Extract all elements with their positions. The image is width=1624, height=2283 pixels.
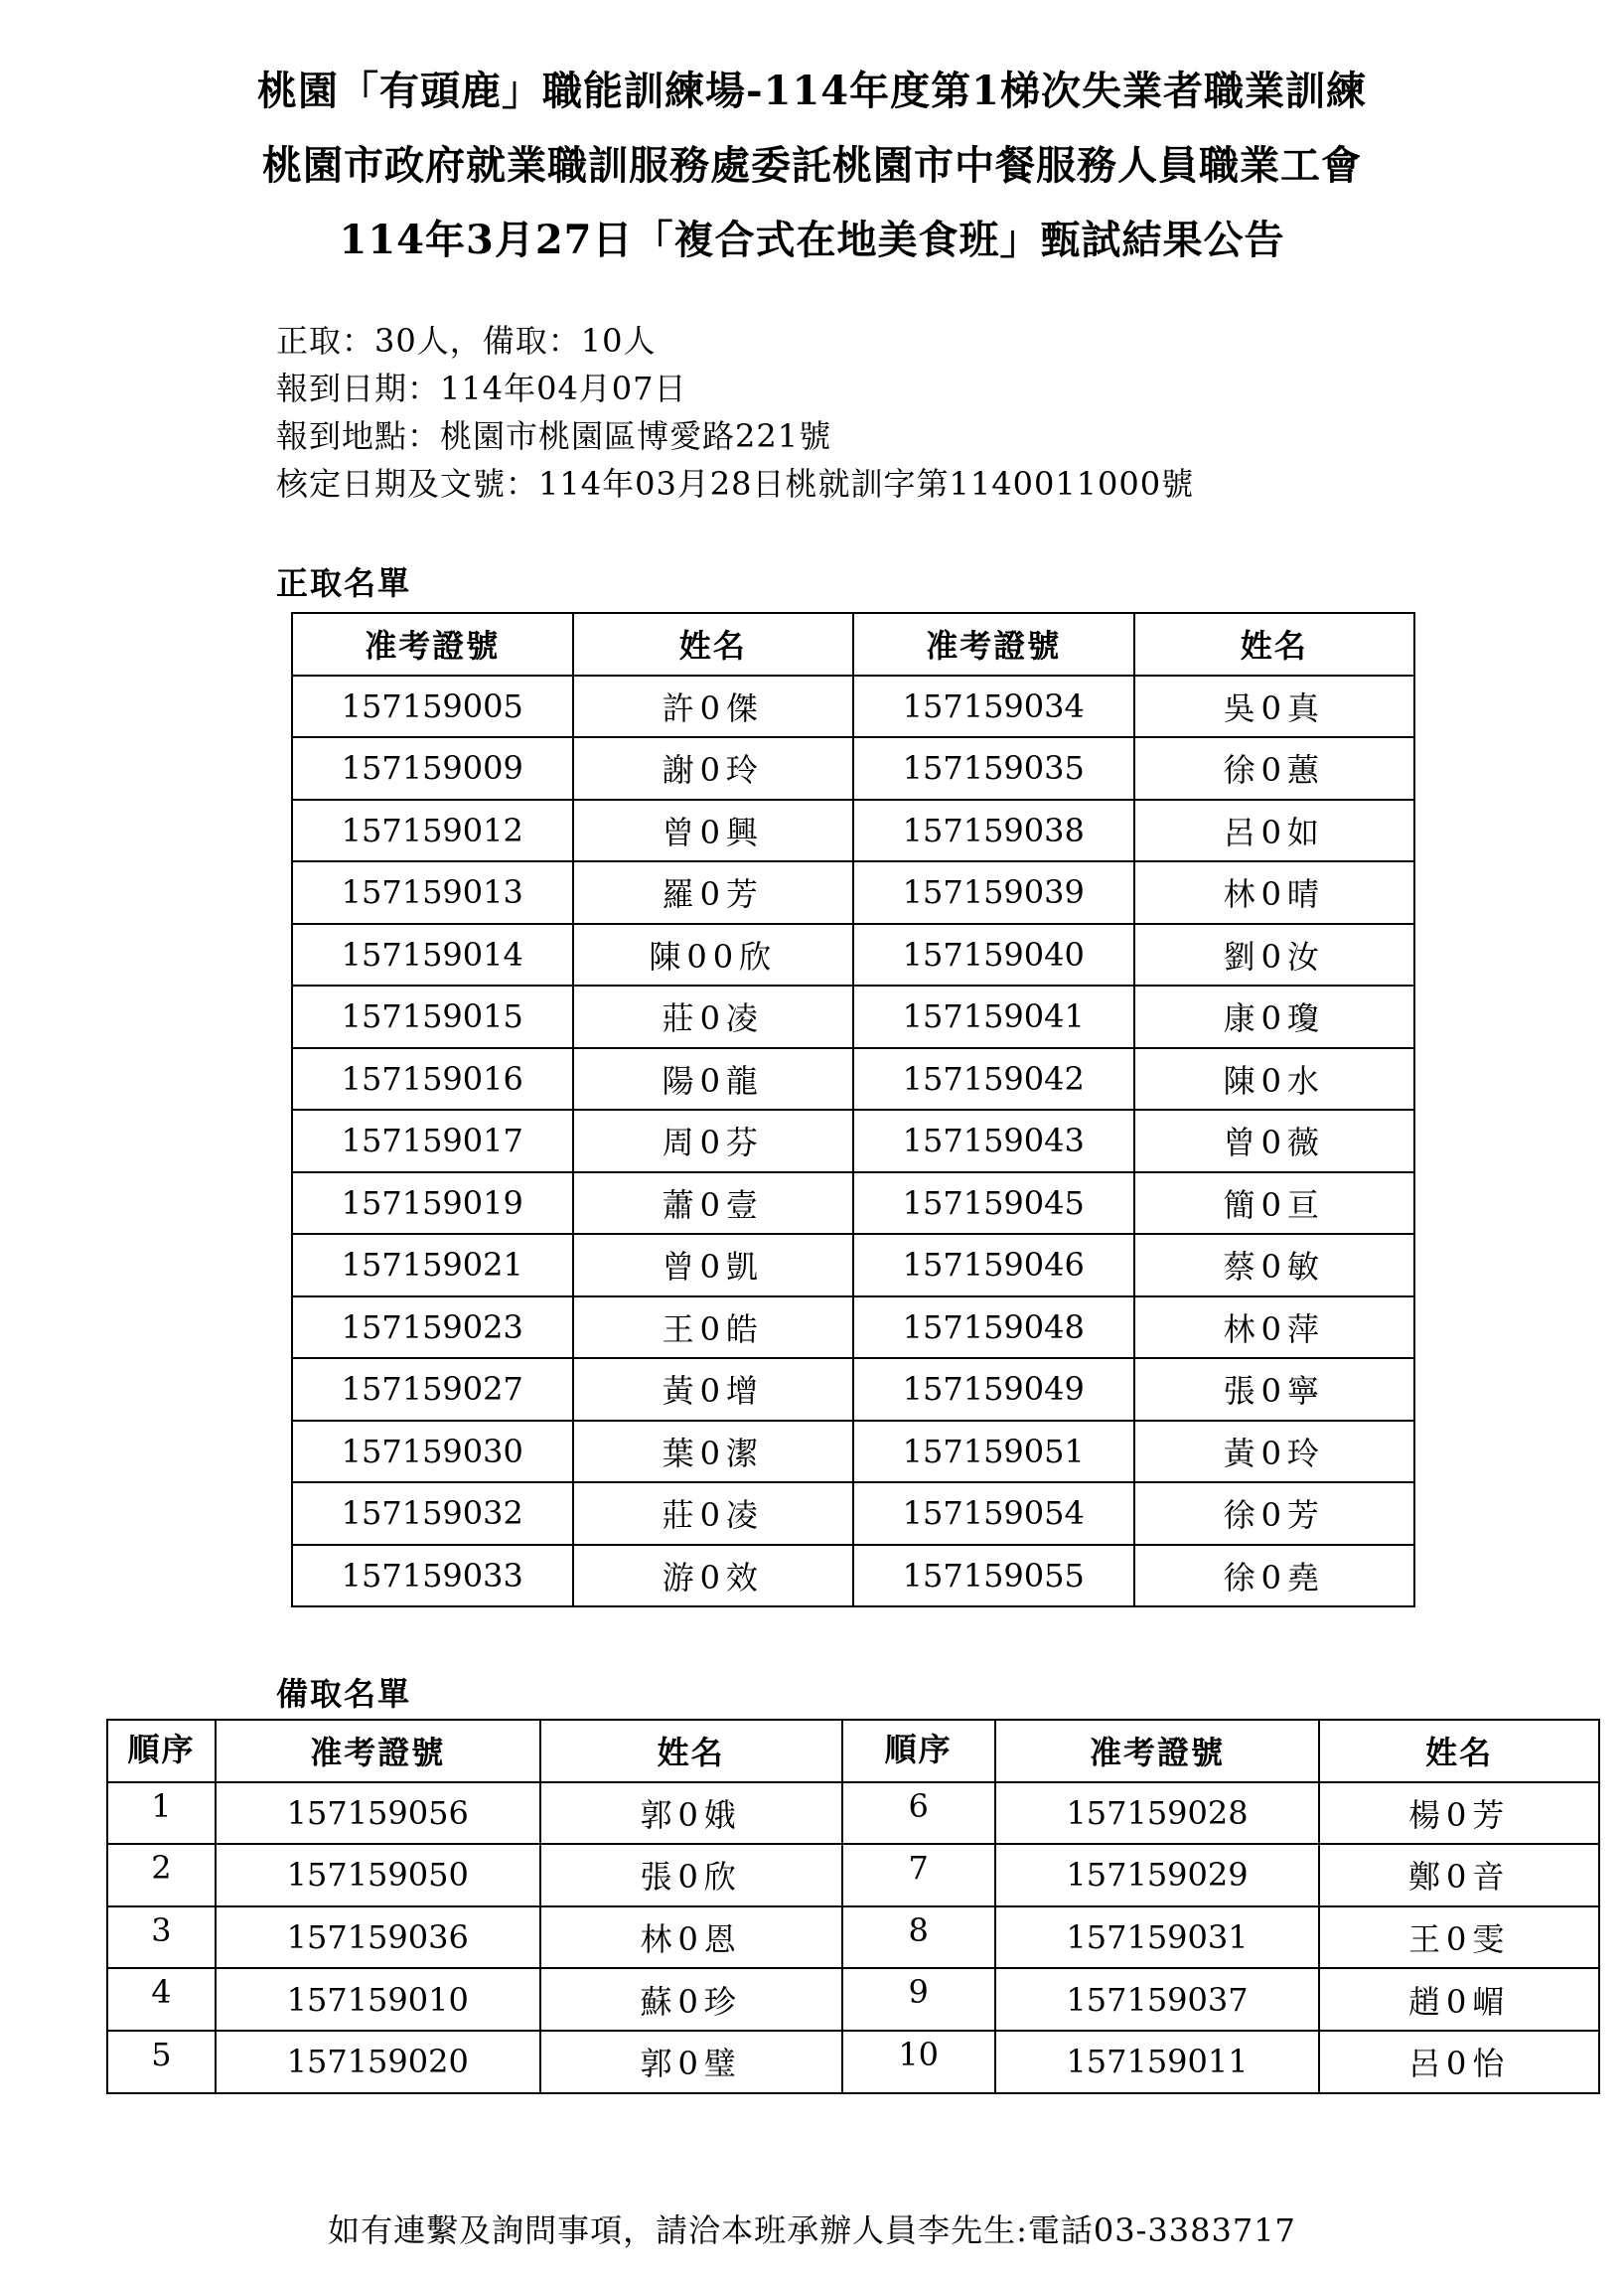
table-row (292, 1545, 1414, 1607)
exam-number-cell: 157159014 (292, 924, 573, 987)
order-cell: 6 (842, 1782, 995, 1845)
exam-number-cell: 157159023 (292, 1296, 573, 1359)
exam-number-cell: 157159036 (216, 1906, 540, 1969)
header-exam-number: 准考證號 (853, 613, 1134, 676)
exam-number-cell: 157159048 (853, 1296, 1134, 1359)
name-cell: 郭0璧 (540, 2031, 842, 2093)
admitted-section-title: 正取名單 (276, 564, 412, 602)
exam-number-cell: 157159056 (216, 1782, 540, 1845)
name-cell: 呂0如 (1134, 800, 1415, 862)
waitlist-table (106, 1719, 1600, 2094)
table-row (292, 1296, 1414, 1359)
exam-number-cell: 157159040 (853, 924, 1134, 987)
name-cell: 陽0龍 (573, 1048, 854, 1111)
table-row (292, 986, 1414, 1048)
order-cell: 7 (842, 1844, 995, 1906)
header-exam-number: 准考證號 (292, 613, 573, 676)
order-cell: 8 (842, 1906, 995, 1969)
name-cell: 曾0凱 (573, 1234, 854, 1296)
order-cell: 3 (107, 1906, 216, 1969)
exam-number-cell: 157159032 (292, 1482, 573, 1545)
order-cell: 1 (107, 1782, 216, 1845)
table-row (292, 737, 1414, 800)
table-row (292, 1048, 1414, 1111)
table-row (107, 1968, 1599, 2031)
name-cell: 徐0堯 (1134, 1545, 1415, 1607)
name-cell: 林0晴 (1134, 861, 1415, 924)
header-name: 姓名 (540, 1720, 842, 1782)
table-row (292, 800, 1414, 862)
name-cell: 曾0薇 (1134, 1110, 1415, 1172)
exam-number-cell: 157159019 (292, 1172, 573, 1235)
order-cell: 9 (842, 1968, 995, 2031)
exam-number-cell: 157159041 (853, 986, 1134, 1048)
name-cell: 林0恩 (540, 1906, 842, 1969)
exam-number-cell: 157159046 (853, 1234, 1134, 1296)
order-cell: 2 (107, 1844, 216, 1906)
exam-number-cell: 157159043 (853, 1110, 1134, 1172)
header-order: 順序 (842, 1720, 995, 1782)
name-cell: 陳0水 (1134, 1048, 1415, 1111)
name-cell: 游0效 (573, 1545, 854, 1607)
exam-number-cell: 157159012 (292, 800, 573, 862)
name-cell: 黃0玲 (1134, 1421, 1415, 1483)
exam-number-cell: 157159035 (853, 737, 1134, 800)
exam-number-cell: 157159049 (853, 1358, 1134, 1421)
exam-number-cell: 157159034 (853, 676, 1134, 738)
name-cell: 蕭0壹 (573, 1172, 854, 1235)
exam-number-cell: 157159033 (292, 1545, 573, 1607)
name-cell: 張0欣 (540, 1844, 842, 1906)
table-row (107, 1844, 1599, 1906)
exam-number-cell: 157159030 (292, 1421, 573, 1483)
exam-number-cell: 157159010 (216, 1968, 540, 2031)
table-row (107, 2031, 1599, 2093)
order-cell: 10 (842, 2031, 995, 2093)
exam-number-cell: 157159031 (995, 1906, 1320, 1969)
exam-number-cell: 157159009 (292, 737, 573, 800)
name-cell: 吳0真 (1134, 676, 1415, 738)
name-cell: 林0萍 (1134, 1296, 1415, 1359)
exam-number-cell: 157159038 (853, 800, 1134, 862)
header-name: 姓名 (573, 613, 854, 676)
exam-number-cell: 157159029 (995, 1844, 1320, 1906)
name-cell: 莊0凌 (573, 986, 854, 1048)
order-cell: 5 (107, 2031, 216, 2093)
admitted-table (291, 612, 1415, 1607)
exam-number-cell: 157159045 (853, 1172, 1134, 1235)
table-row (292, 1110, 1414, 1172)
exam-number-cell: 157159017 (292, 1110, 573, 1172)
contact-footer: 如有連繫及詢問事項，請洽本班承辦人員李先生:電話03-3383717 (328, 2211, 1296, 2249)
table-row (107, 1906, 1599, 1969)
exam-number-cell: 157159037 (995, 1968, 1320, 2031)
exam-number-cell: 157159011 (995, 2031, 1320, 2093)
title-line-1: 桃園「有頭鹿」職能訓練場-114年度第1梯次失業者職業訓練 (257, 68, 1367, 114)
name-cell: 周0芬 (573, 1110, 854, 1172)
header-name: 姓名 (1319, 1720, 1599, 1782)
name-cell: 葉0潔 (573, 1421, 854, 1483)
name-cell: 蘇0珍 (540, 1968, 842, 2031)
exam-number-cell: 157159050 (216, 1844, 540, 1906)
name-cell: 郭0娥 (540, 1782, 842, 1845)
name-cell: 蔡0敏 (1134, 1234, 1415, 1296)
exam-number-cell: 157159020 (216, 2031, 540, 2093)
name-cell: 康0瓊 (1134, 986, 1415, 1048)
table-row (292, 924, 1414, 987)
order-cell: 4 (107, 1968, 216, 2031)
header-exam-number: 准考證號 (216, 1720, 540, 1782)
name-cell: 黃0增 (573, 1358, 854, 1421)
title-line-3: 114年3月27日「複合式在地美食班」甄試結果公告 (339, 217, 1285, 263)
exam-number-cell: 157159051 (853, 1421, 1134, 1483)
exam-number-cell: 157159039 (853, 861, 1134, 924)
exam-number-cell: 157159013 (292, 861, 573, 924)
table-row (292, 1421, 1414, 1483)
name-cell: 莊0凌 (573, 1482, 854, 1545)
table-row (292, 1234, 1414, 1296)
name-cell: 呂0怡 (1319, 2031, 1599, 2093)
exam-number-cell: 157159016 (292, 1048, 573, 1111)
report-place: 報到地點：桃園市桃園區博愛路221號 (276, 417, 832, 455)
exam-number-cell: 157159042 (853, 1048, 1134, 1111)
exam-number-cell: 157159027 (292, 1358, 573, 1421)
table-row (292, 1482, 1414, 1545)
waitlist-section-title: 備取名單 (276, 1675, 412, 1713)
name-cell: 陳00欣 (573, 924, 854, 987)
exam-number-cell: 157159021 (292, 1234, 573, 1296)
name-cell: 鄭0音 (1319, 1844, 1599, 1906)
exam-number-cell: 157159028 (995, 1782, 1320, 1845)
quota-info: 正取：30人，備取：10人 (276, 322, 657, 360)
name-cell: 徐0蕙 (1134, 737, 1415, 800)
table-header-row (107, 1720, 1599, 1782)
name-cell: 張0寧 (1134, 1358, 1415, 1421)
name-cell: 趙0嵋 (1319, 1968, 1599, 2031)
name-cell: 羅0芳 (573, 861, 854, 924)
title-line-2: 桃園市政府就業職訓服務處委託桃園市中餐服務人員職業工會 (262, 142, 1362, 189)
exam-number-cell: 157159015 (292, 986, 573, 1048)
report-date: 報到日期：114年04月07日 (276, 370, 687, 407)
name-cell: 王0雯 (1319, 1906, 1599, 1969)
name-cell: 謝0玲 (573, 737, 854, 800)
name-cell: 劉0汝 (1134, 924, 1415, 987)
name-cell: 曾0興 (573, 800, 854, 862)
name-cell: 簡0亘 (1134, 1172, 1415, 1235)
table-row (292, 861, 1414, 924)
name-cell: 王0皓 (573, 1296, 854, 1359)
name-cell: 徐0芳 (1134, 1482, 1415, 1545)
header-exam-number: 准考證號 (995, 1720, 1320, 1782)
table-header-row (292, 613, 1414, 676)
name-cell: 許0傑 (573, 676, 854, 738)
header-name: 姓名 (1134, 613, 1415, 676)
exam-number-cell: 157159005 (292, 676, 573, 738)
exam-number-cell: 157159055 (853, 1545, 1134, 1607)
approval-info: 核定日期及文號：114年03月28日桃就訓字第1140011000號 (276, 465, 1195, 503)
header-order: 順序 (107, 1720, 216, 1782)
table-row (292, 1172, 1414, 1235)
exam-number-cell: 157159054 (853, 1482, 1134, 1545)
name-cell: 楊0芳 (1319, 1782, 1599, 1845)
table-row (292, 676, 1414, 738)
table-row (107, 1782, 1599, 1845)
table-row (292, 1358, 1414, 1421)
